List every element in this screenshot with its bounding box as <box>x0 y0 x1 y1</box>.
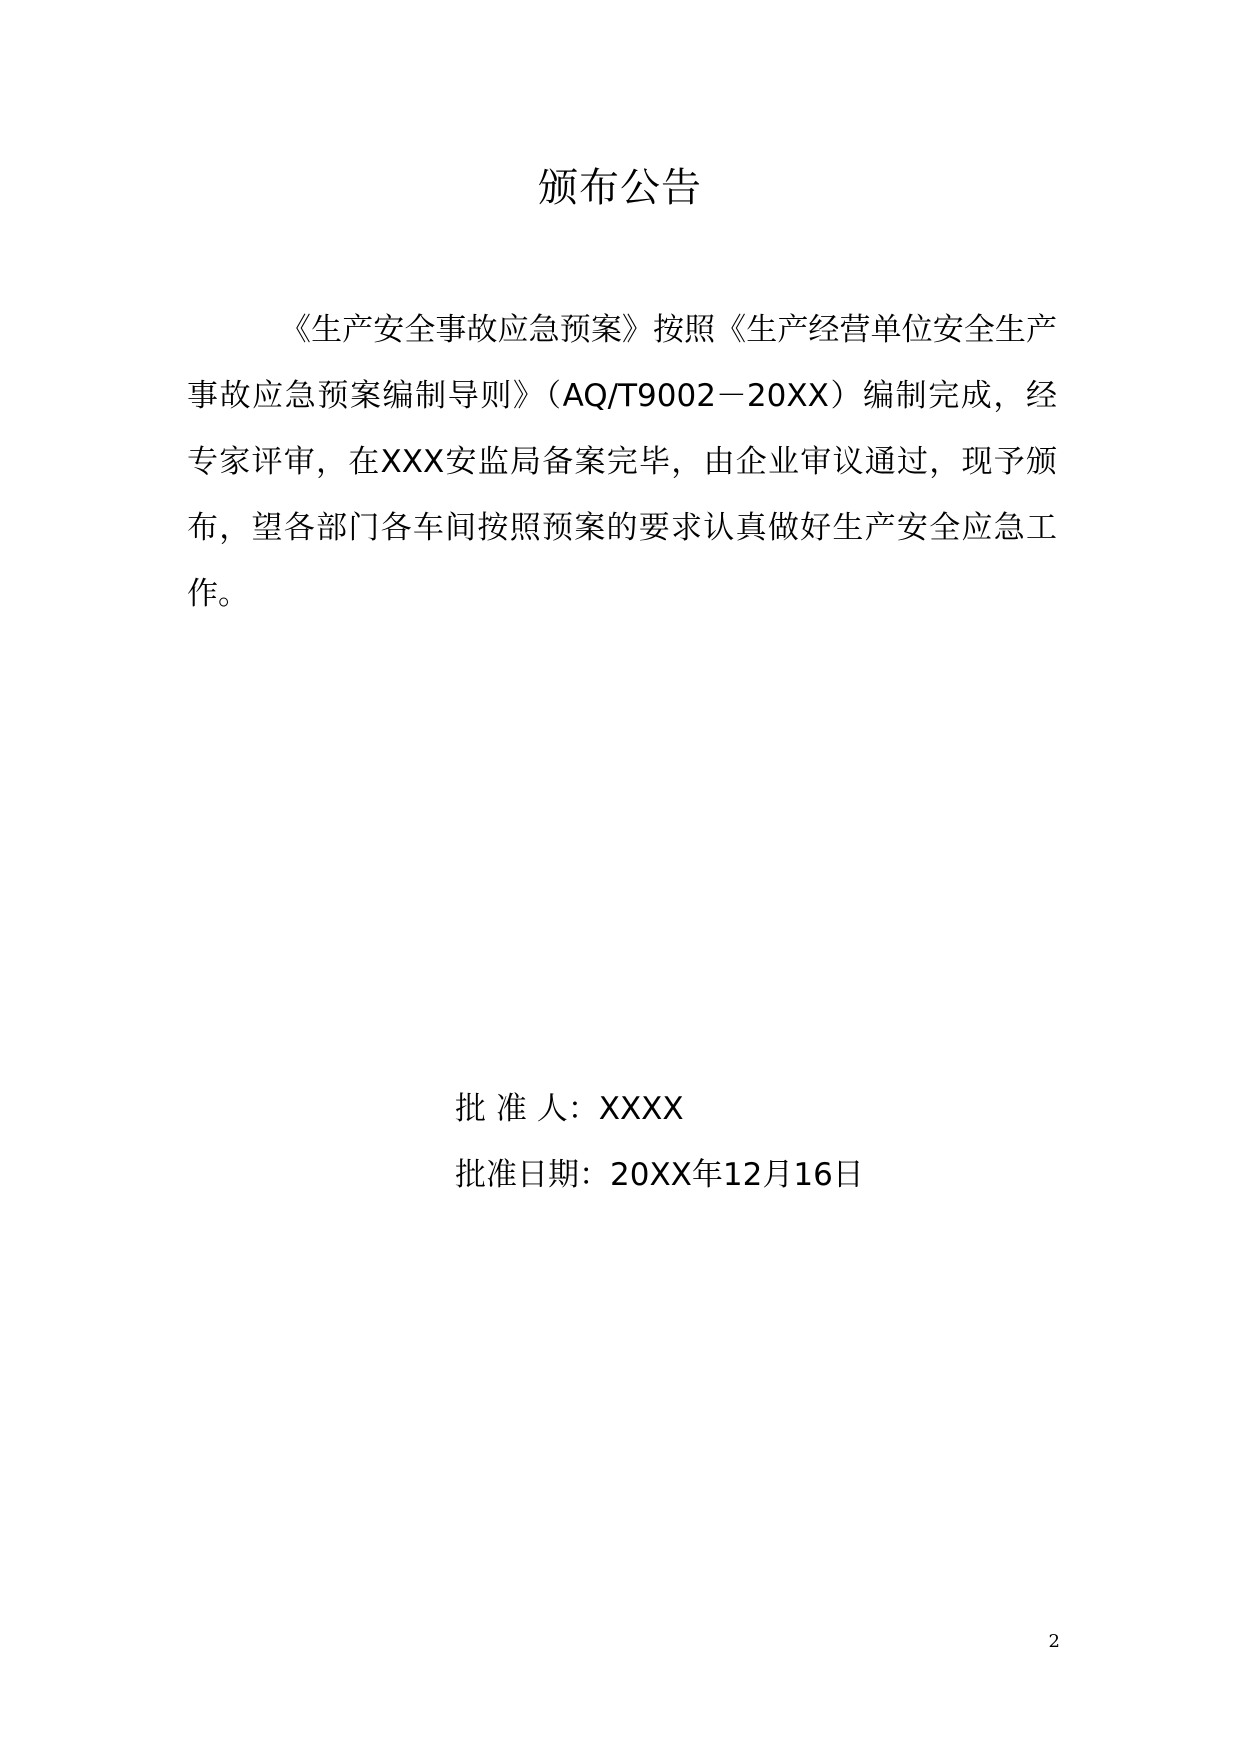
page-number: 2 <box>1048 1631 1060 1652</box>
approval-date-line: 批准日期：20XX年12月16日 <box>455 1157 864 1193</box>
page-title: 颁布公告 <box>538 165 702 211</box>
announcement-paragraph: 《生产安全事故应急预案》按照《生产经营单位安全生产事故应急预案编制导则》（AQ/T9002－20XX）编制完成，经专家评审，在XXX安监局备案完毕，由企业审议通过，现予颁布，望各部门各车间按照预案的要求认真做好生产安全应急工作。 <box>187 312 1057 612</box>
approver-line: 批 准 人：XXXX <box>455 1091 684 1127</box>
